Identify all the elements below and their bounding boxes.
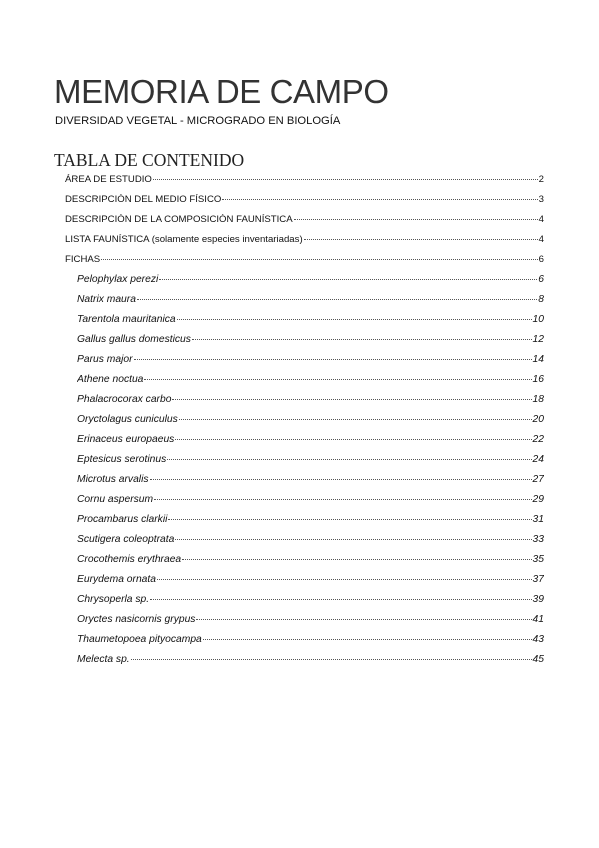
toc-subentry-page: 39 (532, 594, 544, 605)
toc-leader-dots (192, 339, 532, 340)
toc-subentry[interactable] (77, 414, 544, 430)
toc-leader-dots (134, 359, 532, 360)
toc-entry-page: 4 (538, 214, 544, 225)
toc-subentry[interactable] (77, 614, 544, 630)
toc-heading: TABLA DE CONTENIDO (54, 150, 245, 170)
toc-subentry-label: Tarentola mauritanica (77, 314, 176, 325)
toc-leader-dots (168, 519, 531, 520)
toc-subentry-page: 10 (532, 314, 544, 325)
toc-subentry-label: Scutigera coleoptrata (77, 534, 175, 545)
toc-leader-dots (101, 259, 537, 260)
toc-entry-page: 3 (538, 194, 544, 205)
toc-leader-dots (304, 239, 538, 240)
toc-leader-dots (150, 479, 532, 480)
toc-subentry-label: Parus major (77, 354, 133, 365)
toc-subentry-label: Erinaceus europaeus (77, 434, 175, 445)
toc-subentry-label: Melecta sp. (77, 654, 130, 665)
toc-leader-dots (177, 319, 532, 320)
toc-leader-dots (179, 419, 532, 420)
toc-subentry-page: 33 (532, 534, 544, 545)
toc-entry-label: LISTA FAUNÍSTICA (solamente especies inventariadas) (65, 234, 303, 245)
toc-subentry[interactable] (77, 534, 544, 550)
toc-entry-label: FICHAS (65, 254, 101, 265)
toc-subentry-label: Gallus gallus domesticus (77, 334, 191, 345)
toc-subentry-page: 27 (532, 474, 544, 485)
toc-subentry-page: 41 (532, 614, 544, 625)
toc-subentry[interactable] (77, 514, 544, 530)
toc-subentry-page: 12 (532, 334, 544, 345)
toc-subentry[interactable] (77, 314, 544, 330)
toc-leader-dots (131, 659, 532, 660)
toc-subentry-label: Pelophylax perezi (77, 274, 159, 285)
toc-leader-dots (144, 379, 531, 380)
document-subtitle: DIVERSIDAD VEGETAL - MICROGRADO EN BIOLOGÍA (55, 115, 341, 127)
toc-subentry-page: 6 (538, 274, 544, 285)
toc-subentry-page: 45 (532, 654, 544, 665)
toc-subentry-page: 16 (532, 374, 544, 385)
toc-subentry-label: Eptesicus serotinus (77, 454, 167, 465)
toc-subentry[interactable] (77, 574, 544, 590)
toc-leader-dots (175, 539, 531, 540)
toc-subentry[interactable] (77, 474, 544, 490)
toc-subentry-page: 22 (532, 434, 544, 445)
toc-subentry-label: Eurydema ornata (77, 574, 156, 585)
toc-entry-page: 2 (538, 174, 544, 185)
toc-subentry[interactable] (77, 654, 544, 670)
toc-leader-dots (150, 599, 531, 600)
toc-entry[interactable] (65, 214, 544, 230)
toc-leader-dots (175, 439, 531, 440)
toc-subentry-label: Phalacrocorax carbo (77, 394, 172, 405)
toc-subentry[interactable] (77, 554, 544, 570)
toc-entry-label: DESCRIPCIÓN DEL MEDIO FÍSICO (65, 194, 222, 205)
toc-leader-dots (222, 199, 537, 200)
toc-subentry-label: Microtus arvalis (77, 474, 149, 485)
toc-leader-dots (157, 579, 532, 580)
toc-subentry[interactable] (77, 454, 544, 470)
toc-leader-dots (137, 299, 537, 300)
toc-subentry-page: 37 (532, 574, 544, 585)
toc-subentry-label: Athene noctua (77, 374, 144, 385)
toc-entry-label: DESCRIPCIÓN DE LA COMPOSICIÓN FAUNÍSTICA (65, 214, 293, 225)
toc-entry[interactable] (65, 194, 544, 210)
toc-entry-page: 4 (538, 234, 544, 245)
toc-subentry-page: 35 (532, 554, 544, 565)
toc-subentry[interactable] (77, 594, 544, 610)
toc-subentry-label: Crocothemis erythraea (77, 554, 182, 565)
toc-subentry-page: 20 (532, 414, 544, 425)
toc-subentry-label: Oryctolagus cuniculus (77, 414, 178, 425)
toc-subentry-page: 24 (532, 454, 544, 465)
toc-entry-label: ÁREA DE ESTUDIO (65, 174, 152, 185)
document-title: MEMORIA DE CAMPO (54, 73, 389, 110)
toc-leader-dots (154, 499, 531, 500)
toc-leader-dots (182, 559, 531, 560)
toc-entry-page: 6 (538, 254, 544, 265)
toc-subentry[interactable] (77, 374, 544, 390)
toc-subentry-label: Chrysoperla sp. (77, 594, 150, 605)
toc-leader-dots (196, 619, 531, 620)
toc-subentry[interactable] (77, 354, 544, 370)
toc-leader-dots (167, 459, 531, 460)
toc-subentry-page: 8 (538, 294, 544, 305)
toc-subentry-page: 14 (532, 354, 544, 365)
toc-subentry[interactable] (77, 334, 544, 350)
toc-subentry-label: Cornu aspersum (77, 494, 154, 505)
toc-leader-dots (172, 399, 531, 400)
toc-entry[interactable] (65, 234, 544, 250)
toc-subentry-page: 29 (532, 494, 544, 505)
toc-subentry-label: Procambarus clarkii (77, 514, 168, 525)
toc-subentry[interactable] (77, 394, 544, 410)
toc-subentry-page: 31 (532, 514, 544, 525)
toc-subentry-label: Oryctes nasicornis grypus (77, 614, 196, 625)
toc-subentry[interactable] (77, 634, 544, 650)
toc-subentry[interactable] (77, 434, 544, 450)
toc-subentry-page: 43 (532, 634, 544, 645)
toc-subentry-page: 18 (532, 394, 544, 405)
toc-leader-dots (294, 219, 538, 220)
toc-subentry[interactable] (77, 274, 544, 290)
toc-entry[interactable] (65, 174, 544, 190)
toc-leader-dots (153, 179, 538, 180)
toc-subentry-label: Natrix maura (77, 294, 136, 305)
toc-subentry[interactable] (77, 294, 544, 310)
toc-subentry[interactable] (77, 494, 544, 510)
toc-leader-dots (203, 639, 532, 640)
toc-leader-dots (159, 279, 537, 280)
toc-entry[interactable] (65, 254, 544, 270)
toc-subentry-label: Thaumetopoea pityocampa (77, 634, 202, 645)
